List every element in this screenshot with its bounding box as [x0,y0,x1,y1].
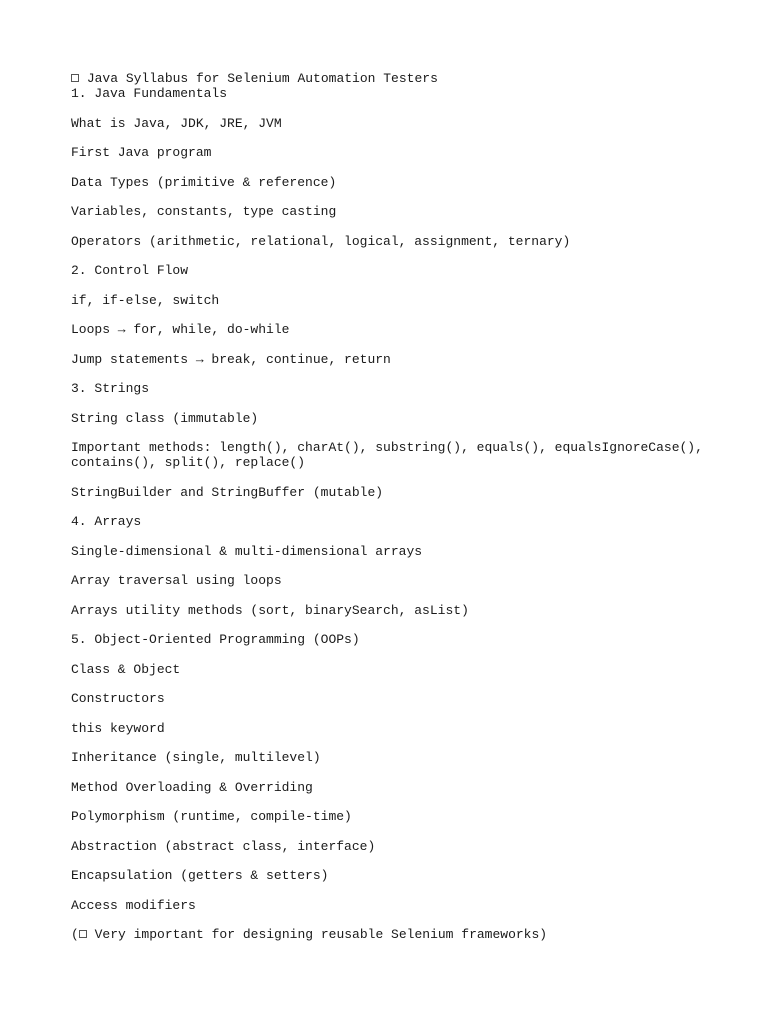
note-text: Very important for designing reusable Selenium frameworks) [86,927,548,942]
list-item: Arrays utility methods (sort, binarySearch, asList) [71,602,469,618]
list-item: Data Types (primitive & reference) [71,174,337,190]
list-item: Encapsulation (getters & setters) [71,868,329,883]
list-item: Access modifiers [71,897,196,913]
document-title-text: Java Syllabus for Selenium Automation Testers [86,71,438,86]
list-item: What is Java, JDK, JRE, JVM [71,115,282,131]
section-heading: 4. Arrays [71,514,142,529]
note-line [71,927,711,942]
section-heading: 3. Strings [71,381,150,396]
list-item: Class & Object [71,661,181,677]
list-item: if, if-else, switch [71,292,220,308]
list-item: First Java program [71,145,212,160]
list-item: this keyword [71,720,165,736]
box-icon [79,930,87,938]
list-item: Jump statements → break, continue, return [71,351,391,367]
section-heading: 1. Java Fundamentals [71,86,228,101]
list-item: StringBuilder and StringBuffer (mutable) [71,484,384,500]
list-item: Single-dimensional & multi-dimensional arrays [71,543,423,559]
box-icon [71,74,79,82]
section-heading: 5. Object-Oriented Programming (OOPs) [71,632,360,647]
list-item: Abstraction (abstract class, interface) [71,838,376,854]
list-item: Constructors [71,691,165,706]
list-item: Important methods: length(), charAt(), substring(), equals(), equalsIgnoreCase(), [71,440,703,455]
list-item: Loops → for, while, do-while [71,322,290,337]
document-page [71,71,711,942]
section-heading: 2. Control Flow [71,263,189,278]
list-item: Variables, constants, type casting [71,204,337,219]
list-item: Operators (arithmetic, relational, logical, assignment, ternary) [71,233,571,249]
list-item: Polymorphism (runtime, compile-time) [71,809,352,824]
list-item: Method Overloading & Overriding [71,779,313,795]
document-title [71,71,711,86]
note-open-paren: ( [71,927,79,942]
list-item: Array traversal using loops [71,573,282,588]
list-item-continuation: contains(), split(), replace() [71,455,306,470]
list-item: Inheritance (single, multilevel) [71,750,321,765]
list-item: String class (immutable) [71,410,259,426]
